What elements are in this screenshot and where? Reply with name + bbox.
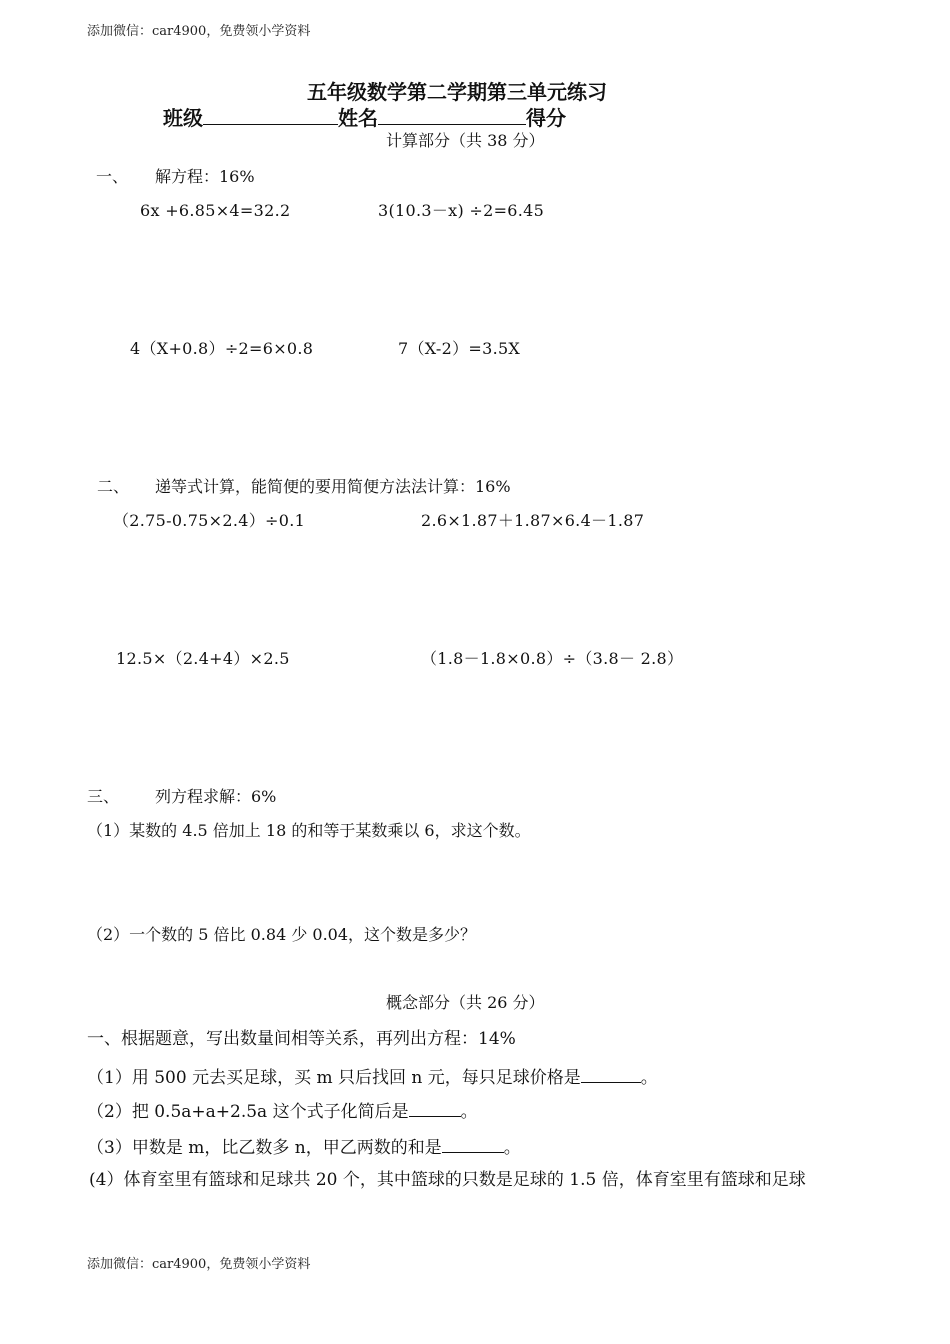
calc-part-heading: 计算部分（共 38 分） [386,131,545,150]
equation-3: 4（X+0.8）÷2=6×0.8 [130,339,314,358]
equation-1: 6x +6.85×4=32.2 [140,201,291,220]
section3-number: 三、 [87,787,120,806]
concept1-title: 一、根据题意，写出数量间相等关系，再列出方程：14% [87,1029,516,1049]
section3-title: 列方程求解：6% [155,787,277,806]
info-line [163,106,566,128]
word-problem-1: （1）某数的 4.5 倍加上 18 的和等于某数乘以 6，求这个数。 [87,821,531,840]
footer-note: 添加微信：car4900，免费领小学资料 [87,1257,311,1272]
name-label: 姓名 [338,106,378,130]
class-blank [203,106,338,125]
calculation-2: 2.6×1.87＋1.87×6.4－1.87 [421,511,645,530]
q1-end: 。 [640,1068,658,1088]
q3-answer-blank [442,1137,504,1153]
q1-text: （1）用 500 元去买足球，买 m 只后找回 n 元，每只足球价格是 [87,1068,581,1088]
page-title: 五年级数学第二学期第三单元练习 [307,80,607,104]
q1-answer-blank [581,1067,641,1083]
section1-number: 一、 [96,167,129,186]
concept1-question-3 [87,1137,521,1157]
q3-text: （3）甲数是 m，比乙数多 n，甲乙两数的和是 [87,1138,442,1158]
calculation-1: （2.75-0.75×2.4）÷0.1 [113,511,306,530]
concept1-question-4: (4）体育室里有篮球和足球共 20 个，其中篮球的只数是足球的 1.5 倍，体育室里有篮球和足球 [89,1170,806,1190]
score-label: 得分 [526,106,566,130]
calculation-4: （1.8－1.8×0.8）÷（3.8－ 2.8） [421,649,684,668]
calculation-3: 12.5×（2.4+4）×2.5 [116,649,290,668]
q2-end: 。 [460,1102,478,1122]
q2-text: （2）把 0.5a+a+2.5a 这个式子化简后是 [87,1102,409,1122]
equation-4: 7（X-2）=3.5X [398,339,521,358]
q3-end: 。 [503,1138,521,1158]
q2-answer-blank [409,1101,461,1117]
concept1-question-1 [87,1067,658,1087]
section2-number: 二、 [97,477,130,496]
name-blank [378,106,526,125]
concept1-question-2 [87,1101,478,1121]
class-label: 班级 [163,106,203,130]
header-note: 添加微信：car4900，免费领小学资料 [87,24,311,39]
concept-part-heading: 概念部分（共 26 分） [386,993,545,1012]
section1-title: 解方程：16% [155,167,255,186]
word-problem-2: （2）一个数的 5 倍比 0.84 少 0.04，这个数是多少？ [87,925,477,944]
equation-2: 3(10.3－x) ÷2=6.45 [378,201,545,220]
section2-title: 递等式计算，能简便的要用简便方法法计算：16% [155,477,511,496]
